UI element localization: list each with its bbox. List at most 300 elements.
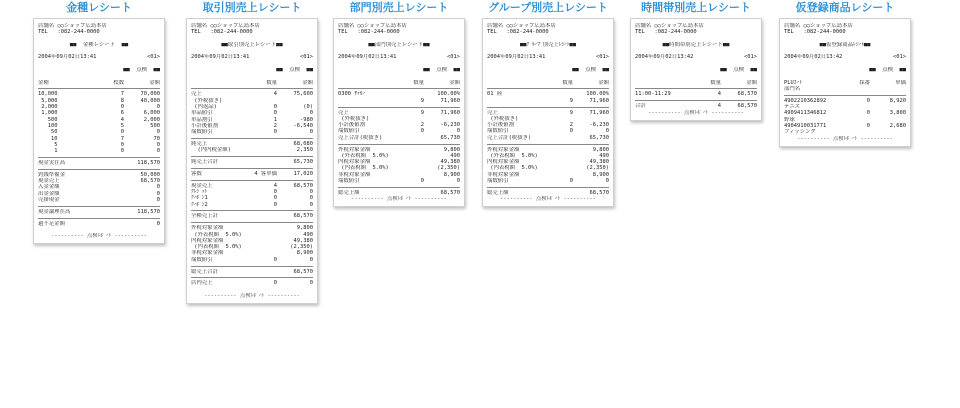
row-label: ｸｰﾎﾟﾝ2 <box>191 201 208 208</box>
receipt-paper <box>779 18 911 147</box>
row-label: 端数値引 <box>338 128 360 135</box>
row-amount: 500 <box>150 122 160 129</box>
receipt-footer: ---------- 点検ﾚﾎﾞｰﾄ ---------- <box>51 233 147 240</box>
row-amount: -980 <box>300 116 313 123</box>
register-code: <01> <box>596 54 609 61</box>
row-label: 売上合計(税抜き) <box>338 134 383 141</box>
receipt-row <box>191 80 313 86</box>
receipt-date-line <box>635 54 757 60</box>
divider <box>38 169 160 170</box>
row-amount: (2,350) <box>290 244 313 251</box>
row-count: 4 <box>717 91 721 98</box>
divider <box>784 95 906 96</box>
receipt-date-line <box>784 54 906 60</box>
store-tel: TEL :082-244-0000 <box>338 29 400 36</box>
row-label: 小計後値割 <box>487 122 514 129</box>
row-count <box>243 159 277 165</box>
row-count: 0 <box>866 122 870 129</box>
row-count: 4 客単価 <box>254 170 277 177</box>
row-label: フィッシング <box>784 129 816 136</box>
row-label: ｸﾚｼﾞｯﾄ <box>191 189 208 196</box>
row-count: 0 <box>273 110 277 117</box>
receipt-footer: ---------- 点検ﾚﾎﾞｰﾄ ---------- <box>500 196 596 203</box>
row-label: 端数値引 <box>338 178 360 185</box>
divider <box>191 210 313 211</box>
row-count <box>243 147 277 153</box>
row-label: 非税対象金額 <box>487 171 520 178</box>
row-amount: 0 <box>309 201 313 208</box>
receipt-row <box>338 135 460 141</box>
row-amount: 490 <box>599 152 609 159</box>
row-amount: 0 <box>156 184 160 191</box>
receipt-heading: ■■ 金種レシート ■■ <box>69 41 129 48</box>
row-amount: 71,960 <box>440 109 460 116</box>
divider <box>38 206 160 207</box>
receipt-row <box>338 80 460 86</box>
receipt-row <box>191 257 313 263</box>
receipt-date: 2004年09月02日13:42 <box>784 54 843 61</box>
receipt-row <box>38 80 160 86</box>
row-label <box>635 80 687 86</box>
row-label: 500 <box>38 116 58 123</box>
row-amount <box>870 86 906 92</box>
row-count: 0 <box>120 104 124 111</box>
receipt-title: 時間帯別売上レシート <box>641 1 751 14</box>
row-count <box>90 221 124 227</box>
row-count <box>243 269 277 275</box>
receipt-heading: ■■ｸﾞﾙｰﾌﾟ別売上ﾚｼｰﾄ■■ <box>519 41 577 48</box>
row-amount: 9,800 <box>296 225 313 232</box>
row-count: 0 <box>273 201 277 208</box>
register-code: <01> <box>744 54 757 61</box>
row-label: 純売上 <box>191 141 208 148</box>
row-label: 50 <box>38 129 58 136</box>
store-tel: TEL :082-244-0000 <box>784 29 846 36</box>
row-count: 0 <box>866 97 870 104</box>
row-count <box>390 135 424 141</box>
row-amount: 3,800 <box>889 110 906 117</box>
row-label: 外税対象金額 <box>191 225 224 232</box>
row-amount: 65,730 <box>589 134 609 141</box>
receipt-row <box>191 202 313 208</box>
receipt-row <box>338 98 460 104</box>
row-label: 4904910031771 <box>784 122 827 129</box>
divider <box>191 138 313 139</box>
receipt-row <box>487 178 609 184</box>
divider <box>191 180 313 181</box>
row-amount: 0 <box>309 280 313 287</box>
row-count: 0 <box>420 178 424 185</box>
row-count: 4 <box>273 182 277 189</box>
row-amount: 68,570 <box>440 189 460 196</box>
row-amount: 8,900 <box>296 250 313 257</box>
tenken-label: ■■ 点検 ■■ <box>276 67 313 74</box>
receipt-footer: ---------- 点検ﾚﾎﾞｰﾄ ---------- <box>797 135 893 142</box>
row-amount: 0 <box>156 196 160 203</box>
row-amount: 0 <box>605 128 609 135</box>
row-label: 単品割引 <box>191 116 213 123</box>
row-label: 11:00-11:29 <box>635 91 671 98</box>
row-label: 端数値引 <box>191 129 213 136</box>
divider <box>191 168 313 169</box>
receipt-row <box>487 98 609 104</box>
row-amount: (0) <box>303 104 313 111</box>
divider <box>487 107 609 108</box>
row-count: 5 <box>120 122 124 129</box>
row-label: 現金論理在高 <box>38 208 71 215</box>
row-label: (内表税額 5.0%) <box>487 165 538 172</box>
row-amount <box>870 129 906 135</box>
row-amount: 68,080 <box>293 141 313 148</box>
row-label <box>487 98 539 104</box>
row-amount: -6,230 <box>440 122 460 129</box>
row-count: 9 <box>569 97 573 104</box>
receipt-row <box>784 86 906 92</box>
row-label: 売上 <box>338 109 349 116</box>
tenken-label: ■■ 点検 ■■ <box>123 67 160 74</box>
row-amount: 68,570 <box>140 178 160 185</box>
row-label: 純売上合計 <box>191 159 218 166</box>
register-code: <01> <box>447 54 460 61</box>
row-label: 全種売上計 <box>191 213 218 220</box>
receipt-column <box>482 0 614 207</box>
row-count: 4 <box>717 103 721 110</box>
row-amount: 70,000 <box>140 91 160 98</box>
row-label: 合計 <box>635 103 646 110</box>
store-name: 店舗名 ○○ショップ広島本店 <box>784 23 853 29</box>
row-amount: 100.00% <box>586 91 609 98</box>
receipt-row <box>487 135 609 141</box>
row-count: 0 <box>273 104 277 111</box>
receipt-row <box>487 80 609 86</box>
row-amount: (2,350) <box>437 165 460 172</box>
row-amount: 49,380 <box>589 159 609 166</box>
row-amount: 0 <box>156 148 160 155</box>
row-label: 非税対象金額 <box>338 171 371 178</box>
receipt-row <box>191 147 313 153</box>
row-amount: 40,000 <box>140 97 160 104</box>
receipt-date-line <box>487 54 609 60</box>
receipt-row <box>191 129 313 135</box>
row-count: 数量 <box>266 79 277 86</box>
row-count <box>836 129 870 135</box>
row-label: (外税抜き) <box>338 115 370 122</box>
row-label: 店内売上 <box>191 280 213 287</box>
divider <box>487 88 609 89</box>
divider <box>38 157 160 158</box>
tenken-label: ■■ 点検 ■■ <box>869 67 906 74</box>
divider <box>487 187 609 188</box>
receipt-heading: ■■部門別売上レシート■■ <box>368 41 430 48</box>
row-amount: 71,960 <box>589 109 609 116</box>
row-label: 端数値引 <box>487 128 509 135</box>
receipt-row <box>784 129 906 135</box>
store-tel: TEL :082-244-0000 <box>38 29 100 36</box>
row-label: 4902210362892 <box>784 97 827 104</box>
receipt-heading: ■■仮登録商品ﾚｼｰﾄ■■ <box>819 41 871 48</box>
row-label: (内表税額 5.0%) <box>338 165 389 172</box>
row-amount: 70 <box>153 135 160 142</box>
row-amount: 0 <box>309 256 313 263</box>
row-amount: 0 <box>456 128 460 135</box>
store-name: 店舗名 ○○ショップ広島本店 <box>38 23 107 29</box>
receipt-column <box>33 0 165 244</box>
row-label: (外税抜き) <box>191 97 223 104</box>
row-label: 部門名 <box>784 85 801 92</box>
row-label: 外税対象金額 <box>338 146 371 153</box>
row-count <box>836 86 870 92</box>
row-label: ｸｰﾎﾟﾝ1 <box>191 195 208 202</box>
row-count: 2 <box>273 122 277 129</box>
store-name: 店舗名 ○○ショップ広島本店 <box>338 23 407 29</box>
row-label: 小計後値割 <box>191 122 218 129</box>
row-label: 客数 <box>191 170 202 177</box>
row-amount: 0 <box>456 178 460 185</box>
tenken-label: ■■ 点検 ■■ <box>423 67 460 74</box>
divider <box>635 100 757 101</box>
store-tel: TEL :082-244-0000 <box>635 29 697 36</box>
receipt-row <box>191 213 313 219</box>
register-code: <01> <box>893 54 906 61</box>
row-count: 1 <box>273 116 277 123</box>
row-amount: 8,900 <box>443 171 460 178</box>
divider <box>191 88 313 89</box>
row-label: (外表税額 5.0%) <box>338 152 389 159</box>
receipt-row <box>338 178 460 184</box>
receipt-title: グループ別売上レシート <box>488 1 608 14</box>
row-label: 売上 <box>487 109 498 116</box>
row-amount: 65,730 <box>440 134 460 141</box>
divider <box>191 277 313 278</box>
row-label <box>487 80 539 86</box>
receipt-column <box>630 0 762 121</box>
receipt-row <box>191 159 313 165</box>
row-label: 釣銭準備金 <box>38 171 65 178</box>
receipt-paper <box>33 18 165 244</box>
row-label: PLUｺｰﾄﾞ <box>784 79 805 86</box>
row-amount: -6,540 <box>293 122 313 129</box>
row-count: 9 <box>420 109 424 116</box>
row-amount: 0 <box>309 195 313 202</box>
divider <box>635 88 757 89</box>
row-amount: 0 <box>309 129 313 136</box>
row-amount: 118,570 <box>137 208 160 215</box>
row-label: (内内税金額) <box>191 147 231 154</box>
row-amount: 490 <box>303 231 313 238</box>
store-name: 店舗名 ○○ショップ広島本店 <box>191 23 260 29</box>
row-label: 1,000 <box>38 110 58 117</box>
row-count: 枚数 <box>113 79 124 86</box>
row-count <box>90 209 124 215</box>
row-amount: 75,600 <box>293 91 313 98</box>
receipt-date-line <box>338 54 460 60</box>
row-count: 9 <box>569 109 573 116</box>
row-amount: 68,570 <box>293 268 313 275</box>
register-code: <01> <box>147 54 160 61</box>
receipt-date: 2004年09月02日13:41 <box>487 54 546 61</box>
receipt-paper <box>186 18 318 304</box>
row-label: 内税対象金額 <box>191 237 224 244</box>
row-label: 売掛現金 <box>38 196 60 203</box>
row-count: 2 <box>569 122 573 129</box>
row-label: 2,000 <box>38 104 58 111</box>
row-label: 総売上合計 <box>191 268 218 275</box>
receipt-row <box>38 221 160 227</box>
row-label: 入金金額 <box>38 184 60 191</box>
row-label <box>191 80 243 86</box>
row-label: 現金売上 <box>38 178 60 185</box>
receipt-date: 2004年09月02日13:41 <box>191 54 250 61</box>
row-count <box>90 197 124 203</box>
receipt-row <box>38 148 160 154</box>
receipt-date: 2004年09月02日13:41 <box>38 54 97 61</box>
row-amount: 0 <box>156 104 160 111</box>
row-amount: 0 <box>156 141 160 148</box>
row-label: (外表税額 5.0%) <box>191 231 242 238</box>
row-label: 単品値引 <box>191 110 213 117</box>
row-count: 0 <box>273 189 277 196</box>
row-amount: 0 <box>156 190 160 197</box>
row-amount: 71,960 <box>440 97 460 104</box>
row-amount: 8,920 <box>889 97 906 104</box>
store-tel: TEL :082-244-0000 <box>487 29 549 36</box>
row-count: 4 <box>273 91 277 98</box>
row-amount: 6,000 <box>143 110 160 117</box>
row-count: 7 <box>120 91 124 98</box>
row-label: 総売上額 <box>487 189 509 196</box>
row-count: 6 <box>120 110 124 117</box>
row-amount: 0 <box>156 220 160 227</box>
row-amount: 0 <box>605 178 609 185</box>
row-amount: 100.00% <box>437 91 460 98</box>
row-amount: 490 <box>450 152 460 159</box>
row-amount: 17,020 <box>293 170 313 177</box>
row-amount: 9,800 <box>443 146 460 153</box>
row-label: 端数値引 <box>191 256 213 263</box>
row-label: 内税対象金額 <box>487 159 520 166</box>
receipt-row <box>191 280 313 286</box>
receipt-row <box>635 103 757 109</box>
row-count <box>539 135 573 141</box>
row-count: 数量 <box>562 79 573 86</box>
receipt-title: 仮登録商品レシート <box>795 1 895 14</box>
row-amount: 単価 <box>895 79 906 86</box>
receipt-row <box>191 269 313 275</box>
row-label: (外表税額 5.0%) <box>487 152 538 159</box>
row-label: 内税対象金額 <box>338 159 371 166</box>
row-count: 0 <box>420 128 424 135</box>
row-count: 2 <box>420 122 424 129</box>
row-amount: 金額 <box>598 79 609 86</box>
register-code: <01> <box>300 54 313 61</box>
row-label <box>338 98 390 104</box>
row-amount: 68,570 <box>293 213 313 220</box>
row-label: 野球 <box>784 116 795 123</box>
row-amount: 0 <box>156 129 160 136</box>
divider <box>338 144 460 145</box>
receipt-paper <box>482 18 614 207</box>
row-count: 数量 <box>710 79 721 86</box>
row-label: (外税抜き) <box>487 115 519 122</box>
row-amount: 49,380 <box>440 159 460 166</box>
receipt-date: 2004年09月02日13:41 <box>338 54 397 61</box>
row-label: 出金金額 <box>38 190 60 197</box>
row-amount: -6,230 <box>589 122 609 129</box>
row-label: 端数値引 <box>487 178 509 185</box>
row-label <box>338 80 390 86</box>
row-count: 0 <box>273 280 277 287</box>
row-label: 10,000 <box>38 91 58 98</box>
receipt-row <box>38 197 160 203</box>
receipt-row <box>635 91 757 97</box>
row-amount: 68,570 <box>589 189 609 196</box>
row-amount: 金額 <box>149 79 160 86</box>
row-amount: 8,900 <box>592 171 609 178</box>
row-amount: 金額 <box>302 79 313 86</box>
row-label: 0300 ｻｯｶｰ <box>338 91 366 98</box>
store-tel: TEL :082-244-0000 <box>191 29 253 36</box>
row-label: 外税対象金額 <box>487 146 520 153</box>
receipt-paper <box>333 18 465 207</box>
row-amount: 0 <box>309 189 313 196</box>
row-label: 5,000 <box>38 97 58 104</box>
row-amount: (2,350) <box>586 165 609 172</box>
row-count: 0 <box>120 129 124 136</box>
row-amount: 2,680 <box>889 122 906 129</box>
row-count: 0 <box>273 195 277 202</box>
receipt-paper <box>630 18 762 121</box>
row-count: 0 <box>866 110 870 117</box>
row-label: 1 <box>38 148 58 155</box>
row-label: 4909411346812 <box>784 110 827 117</box>
row-amount: 金額 <box>449 79 460 86</box>
receipt-heading: ■■時間帯別売上レシート■■ <box>662 41 730 48</box>
row-count: 7 <box>120 135 124 142</box>
row-count: 0 <box>120 148 124 155</box>
divider <box>191 222 313 223</box>
row-label: 過不足金額 <box>38 220 65 227</box>
receipt-footer: ---------- 点検ﾚﾎﾞｰﾄ ---------- <box>648 109 744 116</box>
divider <box>191 156 313 157</box>
divider <box>338 107 460 108</box>
row-amount: 2,000 <box>143 116 160 123</box>
row-count <box>243 213 277 219</box>
row-label: 総売上額 <box>338 189 360 196</box>
row-label: 金種 <box>38 79 49 86</box>
receipt-title: 取引別売上レシート <box>202 1 302 14</box>
divider <box>38 218 160 219</box>
receipt-row <box>38 209 160 215</box>
receipt-column <box>333 0 465 207</box>
receipt-heading: ■■取引別売上レシート■■ <box>221 41 283 48</box>
receipt-row <box>191 171 313 177</box>
row-label: (内返品) <box>191 104 217 111</box>
divider <box>191 266 313 267</box>
divider <box>338 88 460 89</box>
tenken-label: ■■ 点検 ■■ <box>720 67 757 74</box>
row-count: 0 <box>120 141 124 148</box>
receipt-column <box>186 0 318 304</box>
receipt-row <box>38 160 160 166</box>
receipt-date-line <box>191 54 313 60</box>
row-amount: 金額 <box>746 79 757 86</box>
row-label: 売上 <box>191 91 202 98</box>
row-amount: 50,000 <box>140 171 160 178</box>
row-count: 0 <box>273 129 277 136</box>
divider <box>487 144 609 145</box>
receipt-column <box>779 0 911 147</box>
row-label: 売上合計(税抜き) <box>487 134 532 141</box>
